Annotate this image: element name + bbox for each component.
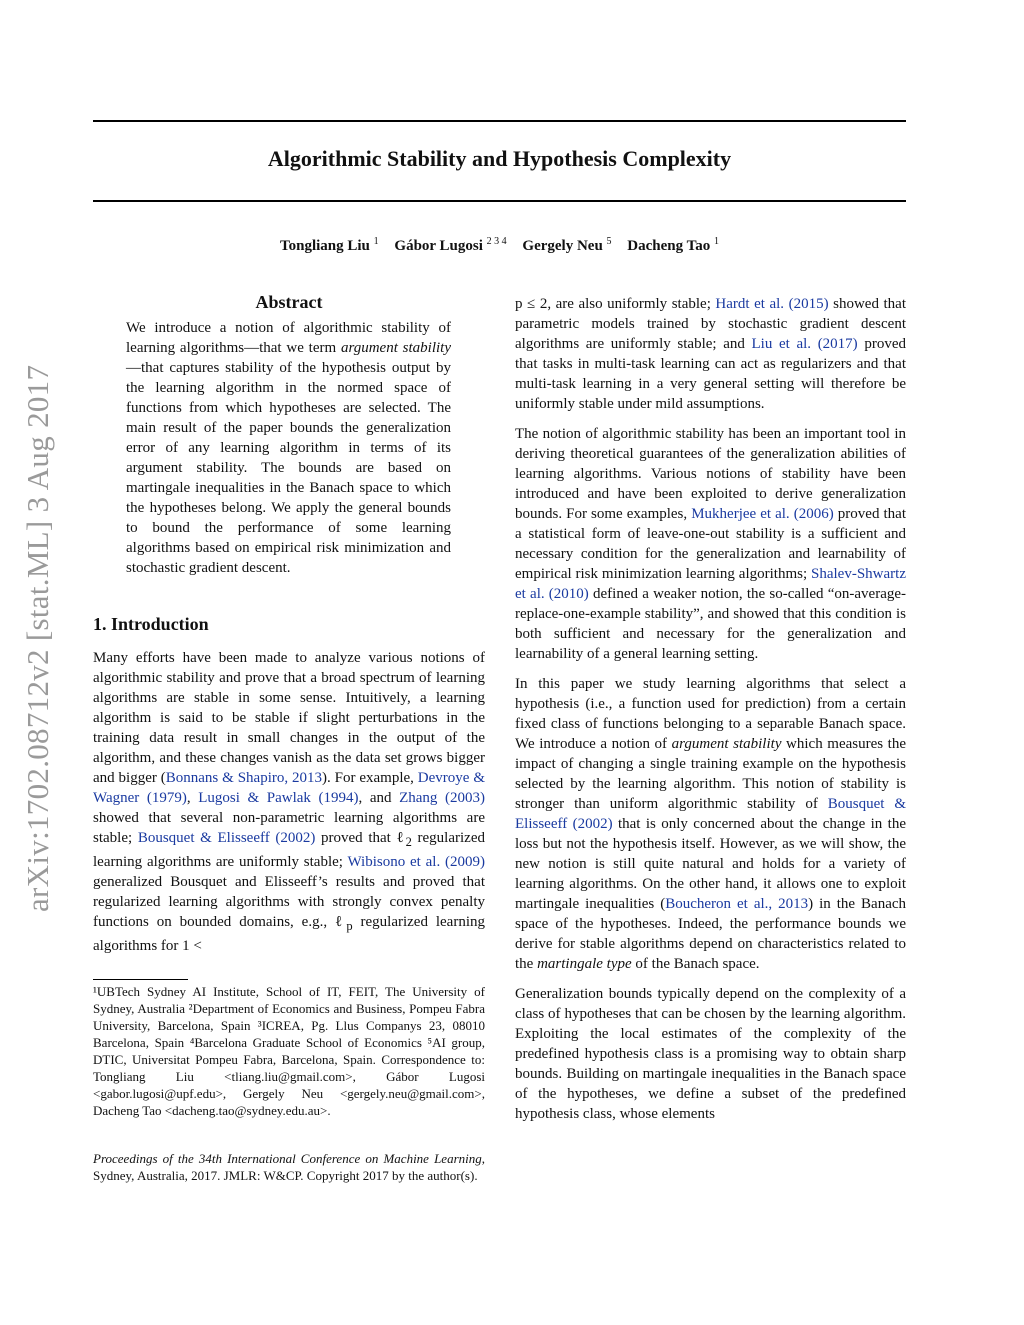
author: Gergely Neu $^5$ (522, 236, 612, 254)
author: Dacheng Tao $^1$ (627, 236, 719, 254)
citation-link[interactable]: Shalev-Shwartz et al. (2010) (515, 566, 906, 602)
paragraph: Generalization bounds typically depend on the complexity of a class of hypotheses that can be chosen by the learning algorithm. Exploiting the local estimates of the complexity of the predefined hypothesis class is a promising way to obtain sharp bounds. Building on martingale inequalities in the Banach space of the hypotheses, we define a subset of the predefined hypothesis class, whose elements (515, 986, 906, 1122)
right-column (515, 294, 906, 1134)
paragraph: In this paper we study learning algorithms that select a hypothesis (i.e., a function used for prediction) from a certain fixed class of functions belonging to a separable Banach space. We introduce a notion of argument stability which measures the impact of changing a single training example on the hypothesis selected by the learning algorithm. This notion of stability is stronger than uniform algorithmic stability of Bousquet & Elisseeff (2002) that is only concerned about the change in the loss but not the hypothesis itself. However, as we will show, the new notion is still quite natural and holds for a variety of learning algorithms. On the other hand, it allows one to exploit martingale inequalities (Boucheron et al., 2013) in the Banach space of the hypotheses. Indeed, the performance bounds we derive for stable algorithms depend on characteristics related to the martingale type of the Banach space. (515, 676, 907, 972)
citation-link[interactable]: Bousquet & Elisseeff (2002) (515, 796, 906, 832)
affiliation-footnote: ¹UBTech Sydney AI Institute, School of IT, FEIT, The University of Sydney, Australia ²Department of Economics and Business, Pompeu Fabra University, Barcelona, Spain ³ICREA, Pg. Llus Companys 23, 08010 Barcelona, Spain ⁴Barcelona Graduate School of Economics ⁵AI group, DTIC, Universitat Pompeu Fabra, Barcelona, Spain. Correspondence to: Tongliang Liu <tliang.liu@gmail.com>, Gábor Lugosi <gabor.lugosi@upf.edu>, Gergely Neu <gergely.neu@gmail.com>, Dacheng Tao <dacheng.tao@sydney.edu.au>. (93, 984, 485, 1118)
citation-link[interactable]: Wibisono et al. (2009) (347, 854, 485, 870)
citation-link[interactable]: Hardt et al. (2015) (715, 296, 829, 312)
citation-link[interactable]: Mukherjee et al. (2006) (691, 506, 834, 522)
citation-link[interactable]: Zhang (2003) (399, 790, 486, 806)
section-heading-introduction: 1. Introduction (93, 614, 209, 634)
citation-link[interactable]: Devroye & Wagner (1979) (93, 770, 485, 806)
author: Gábor Lugosi $^{2 3 4}$ (394, 236, 507, 254)
author-list (93, 236, 906, 255)
citation-link[interactable]: Liu et al. (2017) (751, 336, 858, 352)
citation-link[interactable]: Boucheron et al., 2013 (665, 896, 809, 912)
abstract-text: We introduce a notion of algorithmic stability of learning algorithms—that we term argument stability—that captures stability of the hypothesis output by the learning algorithm in the normed space of functions from which hypotheses are selected. The main result of the paper bounds the generalization error of any learning algorithm in terms of its argument stability. The bounds are based on martingale inequalities in the Banach space to which the hypotheses belong. We apply the general bounds to bound the performance of some learning algorithms based on empirical risk minimization and stochastic gradient descent. (126, 320, 451, 576)
paragraph: The notion of algorithmic stability has been an important tool in deriving theoretical guarantees of the generalization abilities of learning algorithms. Various notions of stability have been introduced and have been exploited to derive generalization bounds. For some examples, Mukherjee et al. (2006) proved that a statistical form of leave-one-out stability is a sufficient and necessary condition for the generalization and learnability of empirical risk minimization learning algorithms; Shalev-Shwartz et al. (2010) defined a weaker notion, the so-called “on-average-replace-one-example stability”, and showed that this condition is both sufficient and necessary for the generalization and learnability of a general learning setting. (515, 426, 907, 662)
citation-link[interactable]: Bousquet & Elisseeff (2002) (137, 830, 316, 846)
arxiv-stamp: arXiv:1702.08712v2 [stat.ML] 3 Aug 2017 (20, 364, 55, 912)
paper-title: Algorithmic Stability and Hypothesis Complexity (267, 146, 732, 171)
proceedings-note: Proceedings of the 34th International Conference on Machine Learning, Sydney, Australia, 2017. JMLR: W&CP. Copyright 2017 by the author(s). (93, 1151, 485, 1183)
intro-paragraph: Many efforts have been made to analyze various notions of algorithmic stability and prove that a broad spectrum of learning algorithms are stable in some sense. Intuitively, a learning algorithm is said to be stable if slight perturbations in the training data result in small changes in the output of the algorithm, and these changes vanish as the data set grows bigger and bigger (Bonnans & Shapiro, 2013). For example, Devroye & Wagner (1979), Lugosi & Pawlak (1994), and Zhang (2003) showed that several non-parametric learning algorithms are stable; Bousquet & Elisseeff (2002) proved that ℓ$_2$ regularized learning algorithms are uniformly stable; Wibisono et al. (2009) generalized Bousquet and Elisseeff’s results and proved that regularized learning algorithms with strongly convex penalty functions on bounded domains, e.g., ℓ$_p$ regularized learning algorithms for 1 < (93, 650, 486, 954)
abstract-heading: Abstract (255, 292, 323, 312)
title-rule-bottom (93, 200, 906, 202)
author: Tongliang Liu $^1$ (279, 236, 379, 254)
paragraph: p ≤ 2, are also uniformly stable; Hardt et al. (2015) showed that parametric models trained by stochastic gradient descent algorithms are uniformly stable; and Liu et al. (2017) proved that tasks in multi-task learning can act as regularizers and that multi-task learning in a very general setting will therefore be uniformly stable under mild assumptions. (515, 296, 906, 412)
citation-link[interactable]: Bonnans & Shapiro, 2013 (165, 770, 322, 786)
citation-link[interactable]: Lugosi & Pawlak (1994) (198, 790, 359, 806)
title-rule-top (93, 120, 906, 122)
footnote-rule (93, 979, 188, 980)
